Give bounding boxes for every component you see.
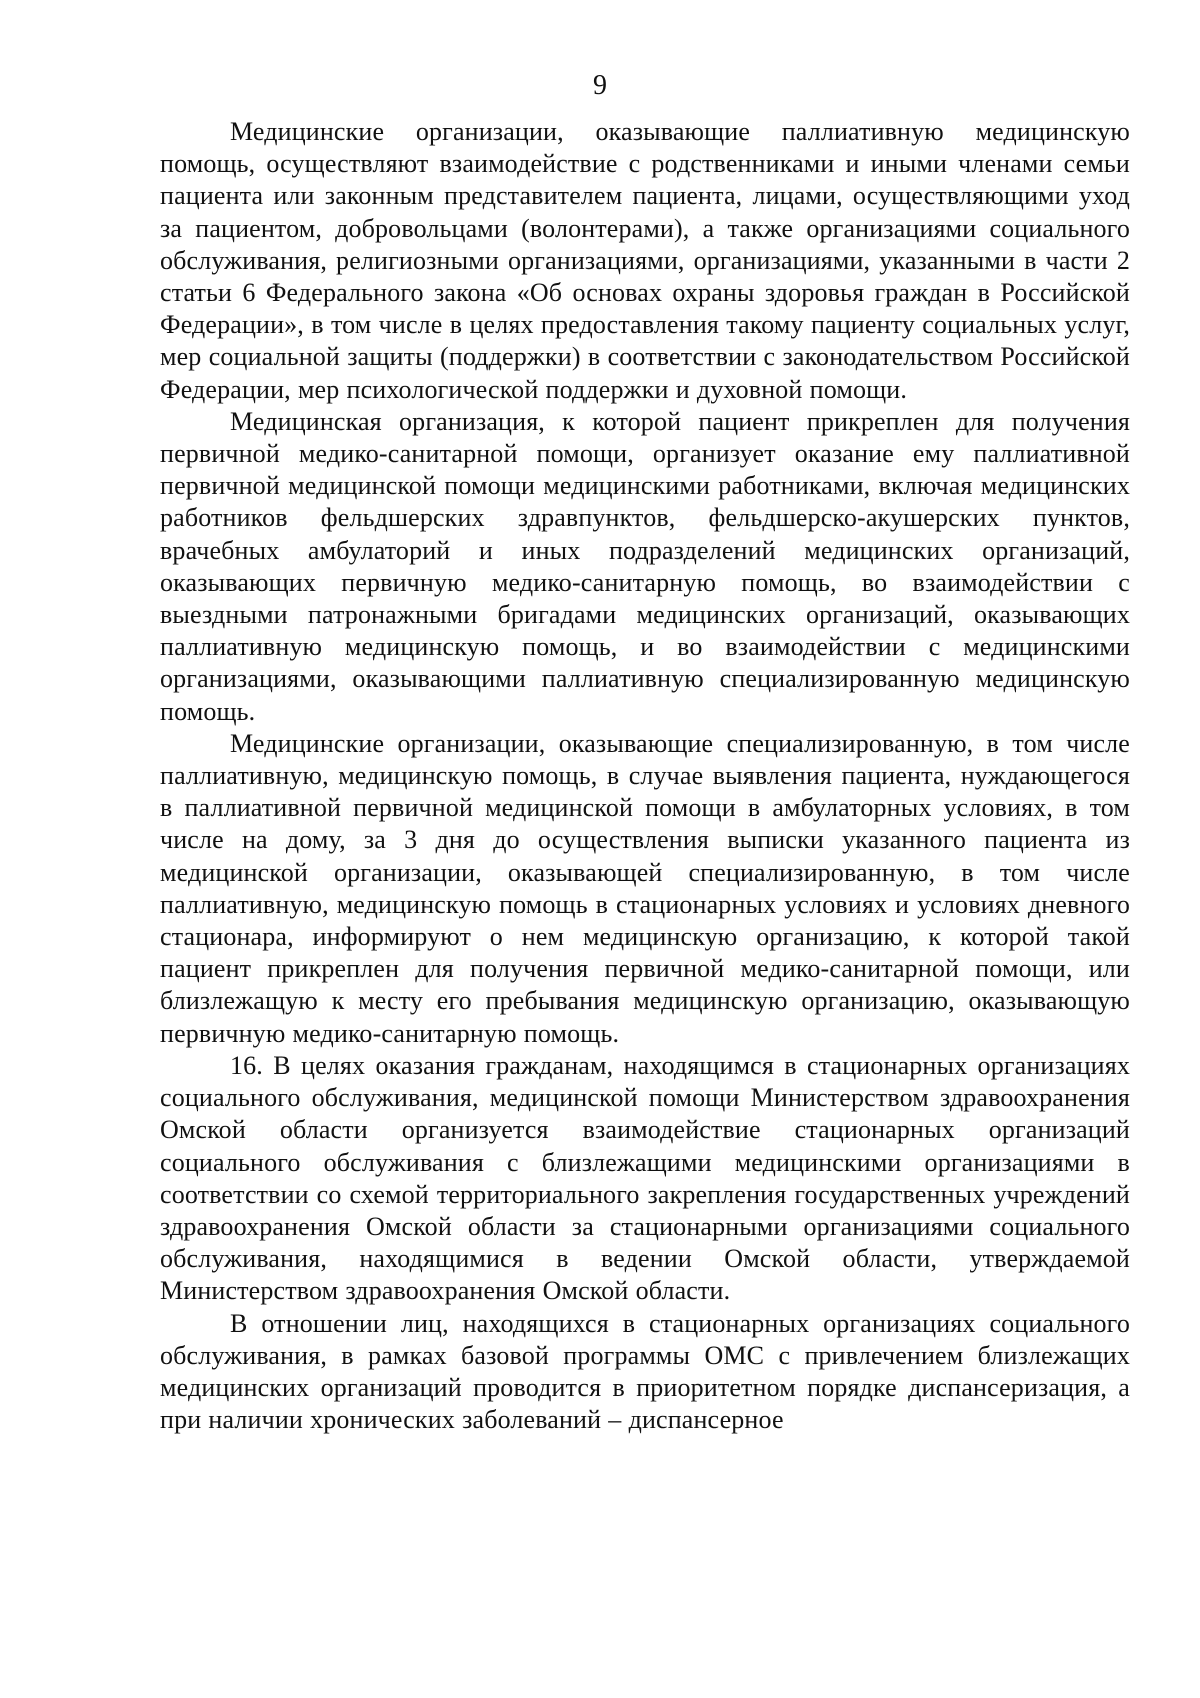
paragraph-dispensary-observation: В отношении лиц, находящихся в стационарных организациях социального обслуживания, в рамках базовой программы ОМС с привлечением близлежащих медицинских организаций проводится в приоритетном порядке диспансеризация, а при наличии хронических заболеваний – диспансерное	[160, 1308, 1130, 1435]
document-body	[160, 116, 1130, 1436]
paragraph-primary-palliative-care: Медицинская организация, к которой пациент прикреплен для получения первичной медико-санитарной помощи, организует оказание ему паллиативной первичной медицинской помощи медицинскими работниками, включая медицинских работников фельдшерских здравпунктов, фельдшерско-акушерских пунктов, врачебных амбулаторий и иных подразделений медицинских организаций, оказывающих первичную медико-санитарную помощь, во взаимодействии с выездными патронажными бригадами медицинских организаций, оказывающих паллиативную медицинскую помощь, и во взаимодействии с медицинскими организациями, оказывающими паллиативную специализированную медицинскую помощь.	[160, 406, 1130, 726]
page-number: 9	[593, 70, 607, 101]
paragraph-section-16: 16. В целях оказания гражданам, находящимся в стационарных организациях социального обслуживания, медицинской помощи Министерством здравоохранения Омской области организуется взаимодействие стационарных организаций социального обслуживания с близлежащими медицинскими организациями в соответствии со схемой территориального закрепления государственных учреждений здравоохранения Омской области за стационарными организациями социального обслуживания, находящимися в ведении Омской области, утверждаемой Министерством здравоохранения Омской области.	[160, 1050, 1130, 1306]
paragraph-palliative-interaction: Медицинские организации, оказывающие паллиативную медицинскую помощь, осуществляют взаимодействие с родственниками и иными членами семьи пациента или законным представителем пациента, лицами, осуществляющими уход за пациентом, добровольцами (волонтерами), а также организациями социального обслуживания, религиозными организациями, организациями, указанными в части 2 статьи 6 Федерального закона «Об основах охраны здоровья граждан в Российской Федерации», в том числе в целях предоставления такому пациенту социальных услуг, мер социальной защиты (поддержки) в соответствии с законодательством Российской Федерации, мер психологической поддержки и духовной помощи.	[160, 117, 1130, 404]
paragraph-discharge-notification: Медицинские организации, оказывающие специализированную, в том числе паллиативную, медицинскую помощь, в случае выявления пациента, нуждающегося в паллиативной первичной медицинской помощи в амбулаторных условиях, в том числе на дому, за 3 дня до осуществления выписки указанного пациента из медицинской организации, оказывающей специализированную, в том числе паллиативную, медицинскую помощь в стационарных условиях и условиях дневного стационара, информируют о нем медицинскую организацию, к которой такой пациент прикреплен для получения первичной медико-санитарной помощи, или близлежащую к месту его пребывания медицинскую организацию, оказывающую первичную медико-санитарную помощь.	[160, 728, 1130, 1048]
